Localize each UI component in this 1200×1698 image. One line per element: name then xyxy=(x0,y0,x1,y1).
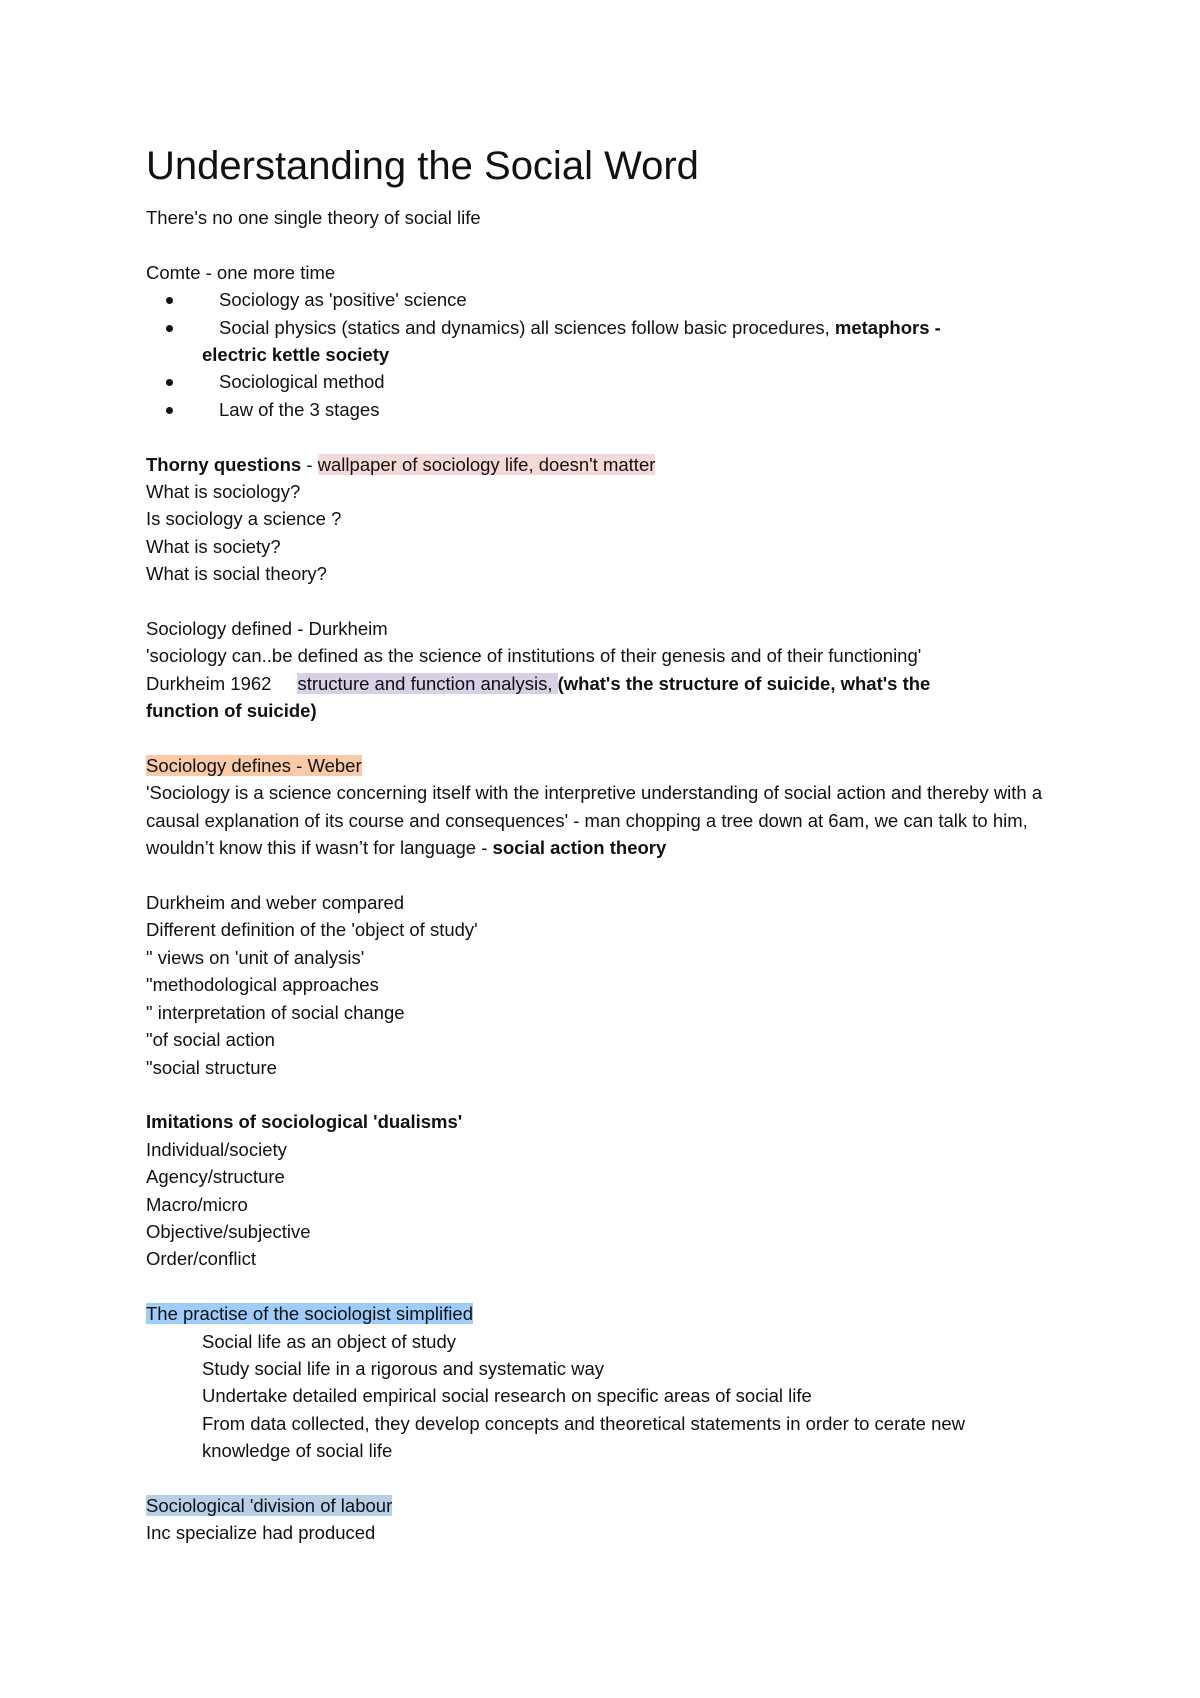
weber-quote: 'Sociology is a science concerning itself with the interpretive understanding of social action and thereby with a causal explanation of its course and consequences' - man chopping a tree down at 6am, we can talk to him, wouldn’t know this if wasn’t for language - xyxy=(146,782,1043,859)
comte-bullet-list xyxy=(146,286,1066,423)
thorny-separator: - xyxy=(301,453,318,475)
compared-line: "social structure xyxy=(146,1056,277,1078)
practise-item: Study social life in a rigorous and systematic way xyxy=(202,1357,605,1379)
bullet-icon xyxy=(166,407,173,414)
weber-paragraph xyxy=(146,779,1066,861)
practise-heading: The practise of the sociologist simplified xyxy=(146,1303,473,1325)
dualism-item: Order/conflict xyxy=(146,1248,257,1270)
dualism-item: Agency/structure xyxy=(146,1166,285,1188)
list-item xyxy=(146,314,1066,369)
dualisms-heading: Imitations of sociological 'dualisms' xyxy=(146,1111,463,1133)
question-line: What is society? xyxy=(146,535,281,557)
practise-item: From data collected, they develop concepts and theoretical statements in order to cerate new xyxy=(202,1412,966,1434)
compared-line: "of social action xyxy=(146,1029,275,1051)
compared-line: Different definition of the 'object of study' xyxy=(146,919,478,941)
thorny-label: Thorny questions xyxy=(146,453,302,475)
bullet-text: Sociological method xyxy=(219,371,385,393)
practise-item: Undertake detailed empirical social research on specific areas of social life xyxy=(202,1385,812,1407)
list-item xyxy=(146,396,1066,423)
weber-heading-line xyxy=(146,752,1066,779)
thorny-heading-line xyxy=(146,451,1066,478)
durkheim-bold-text: (what's the structure of suicide, what's the xyxy=(557,672,931,694)
compared-line: "methodological approaches xyxy=(146,974,379,996)
bullet-text: Law of the 3 stages xyxy=(219,398,380,420)
durkheim-highlight: structure and function analysis, xyxy=(297,672,558,694)
weber-bold-text: social action theory xyxy=(492,837,667,859)
bullet-icon xyxy=(166,297,173,304)
division-line: Inc specialize had produced xyxy=(146,1522,376,1544)
document-body xyxy=(146,140,1066,1547)
compared-line: " views on 'unit of analysis' xyxy=(146,946,365,968)
thorny-highlight: wallpaper of sociology life, doesn't matter xyxy=(317,453,656,475)
page-title: Understanding the Social Word xyxy=(146,144,699,188)
bullet-icon xyxy=(166,379,173,386)
question-line: What is social theory? xyxy=(146,563,327,585)
durkheim-citation: Durkheim 1962 xyxy=(146,672,272,694)
question-line: What is sociology? xyxy=(146,481,301,503)
bullet-bold-continuation: electric kettle society xyxy=(202,344,390,366)
intro-line: There's no one single theory of social life xyxy=(146,207,481,228)
durkheim-quote: 'sociology can..be defined as the science of institutions of their genesis and of their functioning' xyxy=(146,645,922,667)
durkheim-cite-line xyxy=(146,670,1066,697)
practise-heading-line xyxy=(146,1300,1066,1327)
durkheim-heading: Sociology defined - Durkheim xyxy=(146,618,388,640)
question-line: Is sociology a science ? xyxy=(146,508,342,530)
dualism-item: Macro/micro xyxy=(146,1193,248,1215)
practise-item: Social life as an object of study xyxy=(202,1330,457,1352)
bullet-text: Social physics (statics and dynamics) all sciences follow basic procedures, xyxy=(219,316,835,338)
compared-line: " interpretation of social change xyxy=(146,1001,405,1023)
list-item xyxy=(146,286,1066,313)
compared-line: Durkheim and weber compared xyxy=(146,892,405,914)
weber-heading: Sociology defines - Weber xyxy=(146,755,362,777)
list-item xyxy=(146,368,1066,395)
comte-heading: Comte - one more time xyxy=(146,261,336,283)
bullet-bold-text: metaphors - xyxy=(834,316,941,338)
dualism-item: Objective/subjective xyxy=(146,1220,311,1242)
durkheim-bold-continuation: function of suicide) xyxy=(146,700,317,722)
practise-item-continuation: knowledge of social life xyxy=(202,1440,393,1462)
division-heading: Sociological 'division of labour xyxy=(146,1494,393,1516)
division-heading-line xyxy=(146,1492,1066,1519)
bullet-text: Sociology as 'positive' science xyxy=(219,289,467,311)
bullet-icon xyxy=(166,325,173,332)
dualism-item: Individual/society xyxy=(146,1138,287,1160)
